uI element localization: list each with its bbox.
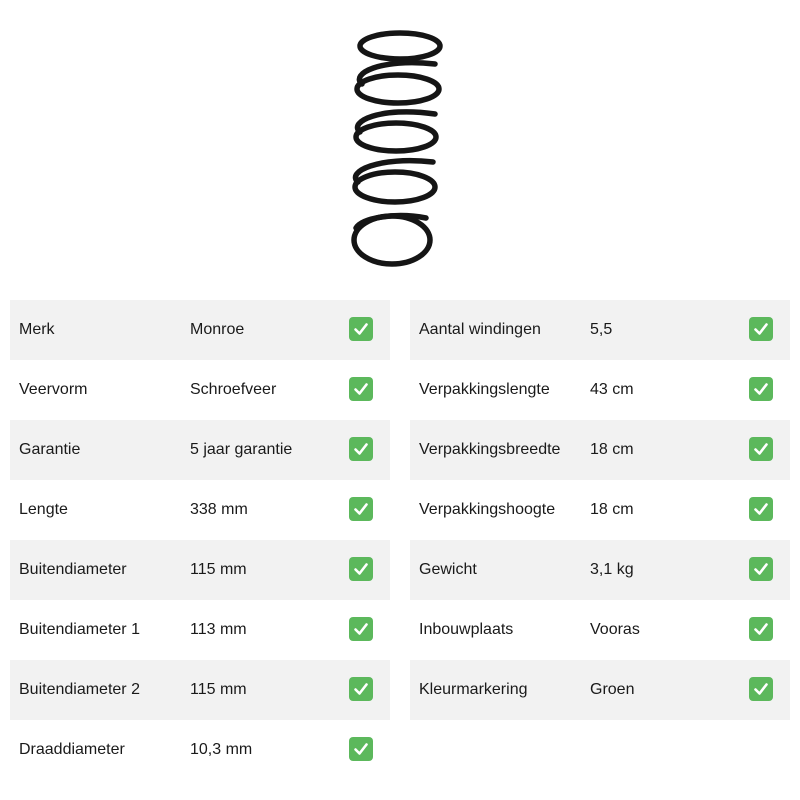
spec-value: 18 cm <box>590 501 634 518</box>
checkmark-icon <box>349 677 373 701</box>
spec-value: 5 jaar garantie <box>190 441 293 458</box>
spec-value: 3,1 kg <box>590 561 634 578</box>
spec-label: Gewicht <box>419 561 477 578</box>
spec-row <box>10 480 390 540</box>
spec-value: Vooras <box>590 621 640 638</box>
spec-label: Draaddiameter <box>19 741 125 758</box>
spec-label: Buitendiameter <box>19 561 127 578</box>
spec-value: Monroe <box>190 321 245 338</box>
spec-table-right <box>410 300 790 720</box>
spec-label: Garantie <box>19 441 81 458</box>
spec-row <box>410 540 790 600</box>
spec-row <box>10 600 390 660</box>
spec-value: 5,5 <box>590 321 613 338</box>
spec-value: 43 cm <box>590 381 634 398</box>
spec-label: Veervorm <box>19 381 88 398</box>
checkmark-icon <box>749 377 773 401</box>
spec-label: Buitendiameter 1 <box>19 621 140 638</box>
spec-label: Verpakkingslengte <box>419 381 550 398</box>
spec-label: Buitendiameter 2 <box>19 681 140 698</box>
coil-spring-image <box>340 22 460 272</box>
spec-label: Verpakkingsbreedte <box>419 441 561 458</box>
spec-row <box>410 660 790 720</box>
spec-value: 115 mm <box>190 681 247 698</box>
spec-value: 115 mm <box>190 561 247 578</box>
checkmark-icon <box>749 617 773 641</box>
checkmark-icon <box>349 437 373 461</box>
checkmark-icon <box>349 317 373 341</box>
spec-value: 18 cm <box>590 441 634 458</box>
spec-label: Kleurmarkering <box>419 681 528 698</box>
spec-row <box>410 300 790 360</box>
checkmark-icon <box>349 737 373 761</box>
spec-row <box>10 660 390 720</box>
spec-row <box>410 480 790 540</box>
spec-row <box>410 600 790 660</box>
spec-row <box>10 300 390 360</box>
spec-value: Schroefveer <box>190 381 277 398</box>
checkmark-icon <box>749 677 773 701</box>
checkmark-icon <box>349 377 373 401</box>
spec-label: Aantal windingen <box>419 321 541 338</box>
spec-label: Verpakkingshoogte <box>419 501 556 518</box>
checkmark-icon <box>349 497 373 521</box>
coil-spring-icon <box>340 22 460 272</box>
checkmark-icon <box>749 557 773 581</box>
spec-label: Lengte <box>19 501 68 518</box>
spec-value: 10,3 mm <box>190 741 253 758</box>
spec-row <box>10 420 390 480</box>
spec-value: 338 mm <box>190 501 248 518</box>
spec-value: 113 mm <box>190 621 247 638</box>
spec-row <box>410 420 790 480</box>
spec-row <box>10 720 390 780</box>
spec-label: Inbouwplaats <box>419 621 514 638</box>
checkmark-icon <box>749 317 773 341</box>
spec-label: Merk <box>19 321 55 338</box>
spec-value: Groen <box>590 681 635 698</box>
spec-row <box>10 540 390 600</box>
checkmark-icon <box>749 497 773 521</box>
spec-row <box>10 360 390 420</box>
spec-row <box>410 360 790 420</box>
checkmark-icon <box>349 557 373 581</box>
spec-table-left <box>10 300 390 780</box>
checkmark-icon <box>349 617 373 641</box>
checkmark-icon <box>749 437 773 461</box>
